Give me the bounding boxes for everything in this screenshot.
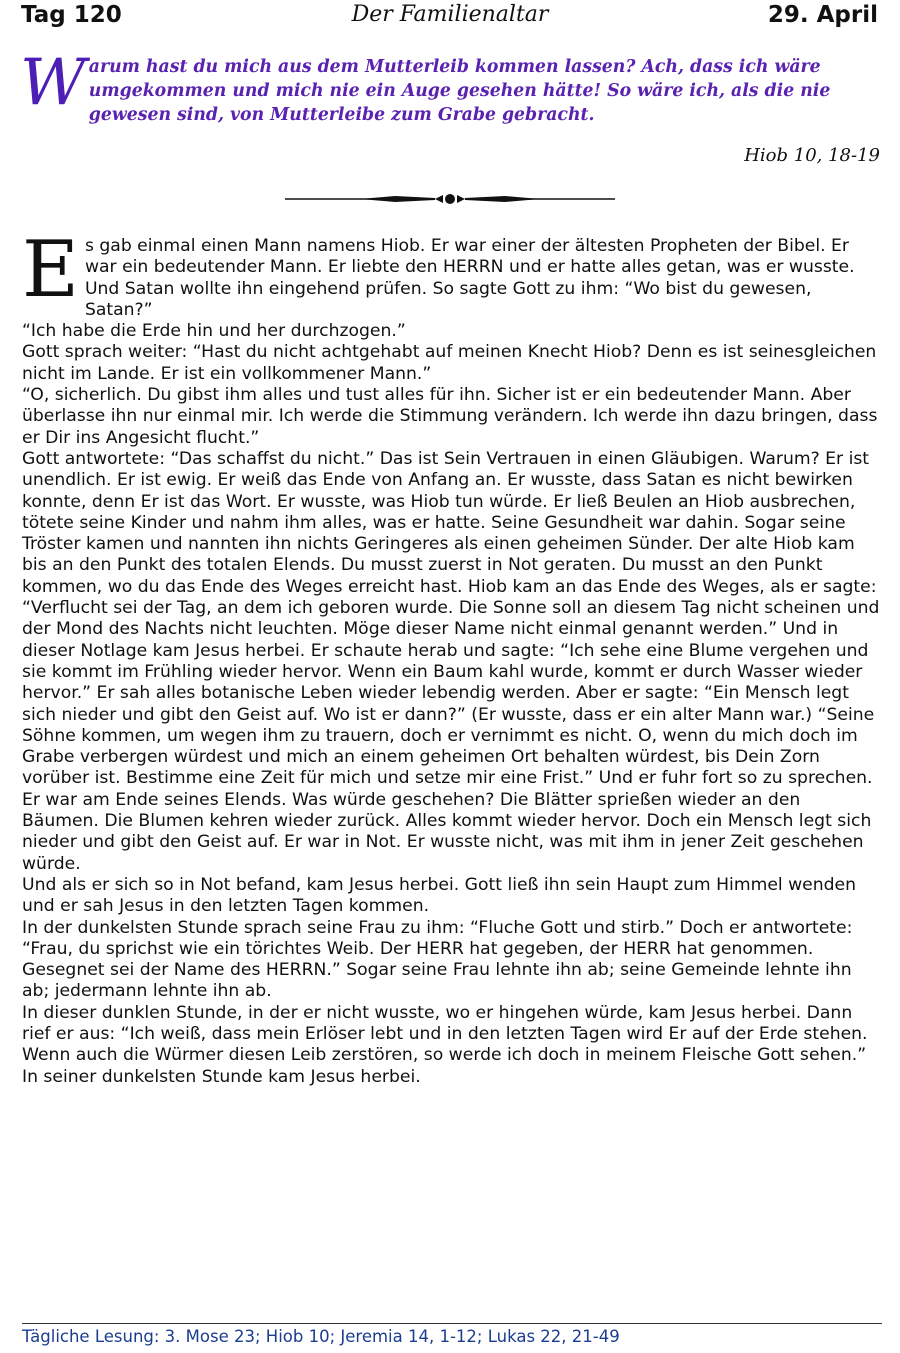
ornament-divider	[285, 189, 615, 209]
paragraph: “O, sicherlich. Du gibst ihm alles und tust alles für ihn. Sicher ist er ein bedeutender Mann. Aber überlasse ihn nur einmal mir. Ich werde die Stimmung verändern. Ich werde ihn dazu bringen, dass er Dir ins Angesicht flucht.”	[22, 385, 878, 448]
verse-reference: Hiob 10, 18-19	[744, 145, 880, 166]
page-header	[0, 0, 900, 40]
verse-drop-cap: W	[20, 46, 86, 120]
paragraph: “Ich habe die Erde hin und her durchzogen.”	[22, 321, 406, 342]
paragraph: Es gab einmal einen Mann namens Hiob. Er war einer der ältesten Propheten der Bibel. Er war ein bedeutender Mann. Er liebte den HERRN und er hatte alles getan, was er wusste. Und Satan wollte ihn eingehend prüfen. So sagte Gott zu ihm: “Wo bist du gewesen, Satan?”	[22, 225, 855, 320]
paragraph: Und als er sich so in Not befand, kam Jesus herbei. Gott ließ ihn sein Haupt zum Himmel wenden und er sah Jesus in den letzten Tagen kommen.	[22, 874, 857, 917]
book-title: Der Familienaltar	[351, 2, 549, 27]
paragraph: In der dunkelsten Stunde sprach seine Frau zu ihm: “Fluche Gott und stirb.” Doch er antwortete: “Frau, du sprichst wie ein törichtes Weib. Der HERR hat gegeben, der HERR hat genommen. Gesegnet sei der Name des HERRN.” Sogar seine Frau lehnte ihn ab; seine Gemeinde lehnte ihn ab; jedermann lehnte ihn ab.	[22, 917, 853, 1002]
body-drop-cap: E	[22, 225, 79, 315]
footer-divider	[22, 1323, 882, 1324]
verse-text: arum hast du mich aus dem Mutterleib kommen lassen? Ach, dass ich wäre umgekommen und mich nie ein Auge gesehen hätte! So wäre ich, als die nie gewesen sind, von Mutterleibe zum Grabe gebracht.	[88, 57, 831, 125]
day-number: Tag 120	[21, 2, 122, 28]
date-label: 29. April	[767, 2, 878, 28]
daily-reading: Tägliche Lesung: 3. Mose 23; Hiob 10; Jeremia 14, 1-12; Lukas 22, 21-49	[22, 1327, 620, 1346]
paragraph: In dieser dunklen Stunde, in der er nicht wusste, wo er hingehen würde, kam Jesus herbei. Dann rief er aus: “Ich weiß, dass mein Erlöser lebt und in den letzten Tagen wird Er auf der Erde stehen. Wenn auch die Würmer diesen Leib zerstören, so werde ich doch in meinem Fleische Gott sehen.” In seiner dunkelsten Stunde kam Jesus herbei.	[22, 1002, 868, 1087]
paragraph: Gott antwortete: “Das schaffst du nicht.” Das ist Sein Vertrauen in einen Gläubigen. Warum? Er ist unendlich. Er ist ewig. Er weiß das Ende von Anfang an. Er wusste, dass Satan es nicht bewirken konnte, denn Er ist das Wort. Er wusste, was Hiob tun würde. Er ließ Beulen an Hiob ausbrechen, tötete seine Kinder und nahm ihm alles, was er hatte. Seine Gesundheit war dahin. Sogar seine Tröster kamen und nannten ihn nichts Geringeres als einen geheimen Sünder. Der alte Hiob kam bis an den Punkt des totalen Elends. Du musst zuerst in Not geraten. Du musst an den Punkt kommen, wo du das Ende des Weges erreicht hast. Hiob kam an das Ende des Weges, als er sagte: “Verflucht sei der Tag, an dem ich geboren wurde. Die Sonne soll an diesem Tag nicht scheinen und der Mond des Nachts nicht leuchten. Möge dieser Name nicht einmal genannt werden.” Und in dieser Notlage kam Jesus herbei. Er schaute herab und sagte: “Ich sehe eine Blume vergehen und sie kommt im Frühling wieder hervor. Wenn ein Baum kahl wurde, kommt er durch Wasser wieder hervor.” Er sah alles botanische Leben wieder lebendig werden. Aber er sagte: “Ein Mensch legt sich nieder und gibt den Geist auf. Wo ist er dann?” (Er wusste, dass er ein alter Mann war.) “Seine Söhne kommen, um wegen ihm zu trauern, doch er vernimmt es nicht. O, wenn du mich doch im Grabe verbergen würdest und mich an einem geheimen Ort behalten würdest, bis Dein Zorn vorüber ist. Bestimme eine Zeit für mich und setze mir eine Frist.” Und er fuhr fort so zu sprechen.	[22, 448, 880, 789]
paragraph: Gott sprach weiter: “Hast du nicht achtgehabt auf meinen Knecht Hiob? Denn es ist seinesgleichen nicht im Lande. Er ist ein vollkommener Mann.”	[22, 342, 877, 384]
devotional-text	[22, 225, 882, 1088]
paragraph: Er war am Ende seines Elends. Was würde geschehen? Die Blätter sprießen wieder an den Bäumen. Die Blumen kehren wieder zurück. Alles kommt wieder hervor. Doch ein Mensch legt sich nieder und gibt den Geist auf. Er war in Not. Er wusste nicht, was mit ihm in jener Zeit geschehen würde.	[22, 789, 872, 874]
scripture-verse	[20, 46, 882, 127]
